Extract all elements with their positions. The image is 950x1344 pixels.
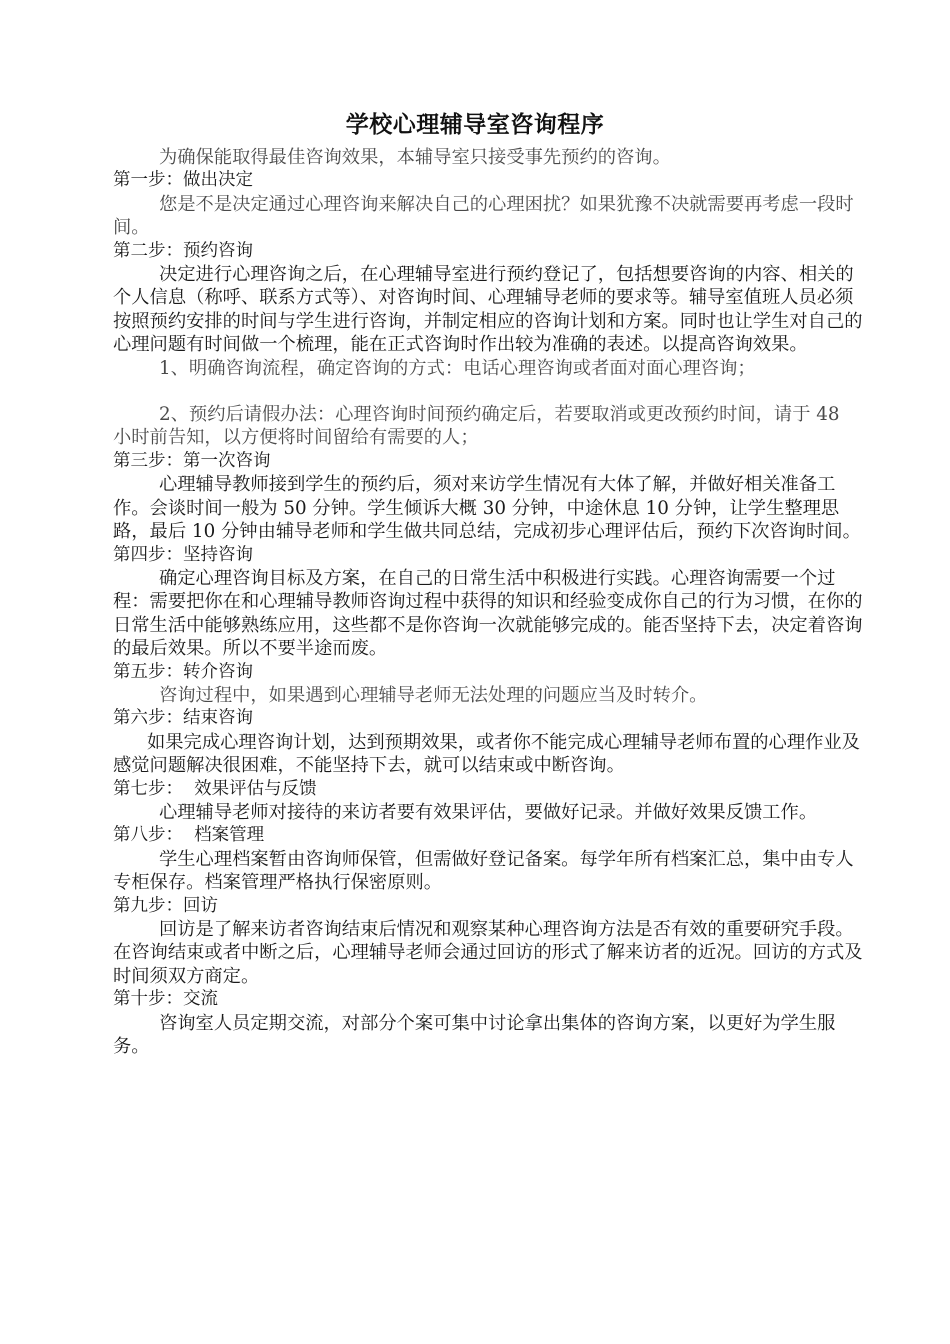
step6-body: 如果完成心理咨询计划，达到预期效果，或者你不能完成心理辅导老师布置的心理作业及感觉问题解决很困难，不能坚持下去，就可以结束或中断咨询。 bbox=[113, 731, 860, 777]
step1-body: 您是不是决定通过心理咨询来解决自己的心理困扰？如果犹豫不决就需要再考虑一段时间。 bbox=[113, 193, 854, 239]
step5-body: 咨询过程中，如果遇到心理辅导老师无法处理的问题应当及时转介。 bbox=[159, 684, 708, 706]
step2-body: 决定进行心理咨询之后，在心理辅导室进行预约登记了，包括想要咨询的内容、相关的个人信息（称呼、联系方式等）、对咨询时间、心理辅导老师的要求等。辅导室值班人员必须按照预约安排的时间与学生进行咨询，并制定相应的咨询计划和方案。同时也让学生对自己的心理问题有时间做一个梳理，能在正式咨询时作出较为准确的表述。以提高咨询效果。 bbox=[113, 264, 863, 356]
step3-heading: 第三步：第一次咨询 bbox=[113, 450, 271, 471]
document-title: 学校心理辅导室咨询程序 bbox=[345, 112, 605, 138]
step9-body: 回访是了解来访者咨询结束后情况和观察某种心理咨询方法是否有效的重要研究手段。在咨询结束或者中断之后，心理辅导老师会通过回访的形式了解来访者的近况。回访的方式及时间须双方商定。 bbox=[113, 919, 863, 987]
step2-item2: 2、预约后请假办法：心理咨询时间预约确定后，若要取消或更改预约时间，请于 48 小时前告知，以方便将时间留给有需要的人； bbox=[113, 404, 840, 449]
step4-heading: 第四步：坚持咨询 bbox=[113, 544, 253, 565]
step7-heading: 第七步： 效果评估与反馈 bbox=[113, 778, 317, 799]
step1-heading: 第一步：做出决定 bbox=[113, 170, 253, 191]
step10-heading: 第十步：交流 bbox=[113, 989, 218, 1010]
step5-heading: 第五步：转介咨询 bbox=[113, 661, 253, 682]
step3-body: 心理辅导教师接到学生的预约后，须对来访学生情况有大体了解，并做好相关准备工作。会谈时间一般为 50 分钟。学生倾诉大概 30 分钟，中途休息 10 分钟，让学生整理思路，最后 10 分钟由辅导老师和学生做共同总结，完成初步心理评估后，预约下次咨询时间。 bbox=[113, 474, 861, 543]
step7-body: 心理辅导老师对接待的来访者要有效果评估，要做好记录。并做好效果反馈工作。 bbox=[159, 801, 818, 823]
step9-heading: 第九步：回访 bbox=[113, 895, 218, 916]
document-body bbox=[113, 146, 863, 1058]
step10-body: 咨询室人员定期交流，对部分个案可集中讨论拿出集体的咨询方案，以更好为学生服务。 bbox=[113, 1012, 836, 1058]
step8-body: 学生心理档案暂由咨询师保管，但需做好登记备案。每学年所有档案汇总，集中由专人专柜保存。档案管理严格执行保密原则。 bbox=[113, 848, 854, 894]
step4-body: 确定心理咨询目标及方案，在自己的日常生活中积极进行实践。心理咨询需要一个过程：需要把你在和心理辅导教师咨询过程中获得的知识和经验变成你自己的行为习惯，在你的日常生活中能够熟练应用，这些都不是你咨询一次就能够完成的。能否坚持下去，决定着咨询的最后效果。所以不要半途而废。 bbox=[113, 567, 863, 660]
intro-paragraph: 为确保能取得最佳咨询效果，本辅导室只接受事先预约的咨询。 bbox=[159, 147, 671, 168]
step2-heading: 第二步：预约咨询 bbox=[113, 240, 253, 261]
blank-line bbox=[113, 380, 863, 403]
step8-heading: 第八步： 档案管理 bbox=[113, 825, 265, 846]
step2-item1: 1、明确咨询流程，确定咨询的方式：电话心理咨询或者面对面心理咨询； bbox=[159, 357, 756, 379]
step6-heading: 第六步：结束咨询 bbox=[113, 708, 253, 729]
